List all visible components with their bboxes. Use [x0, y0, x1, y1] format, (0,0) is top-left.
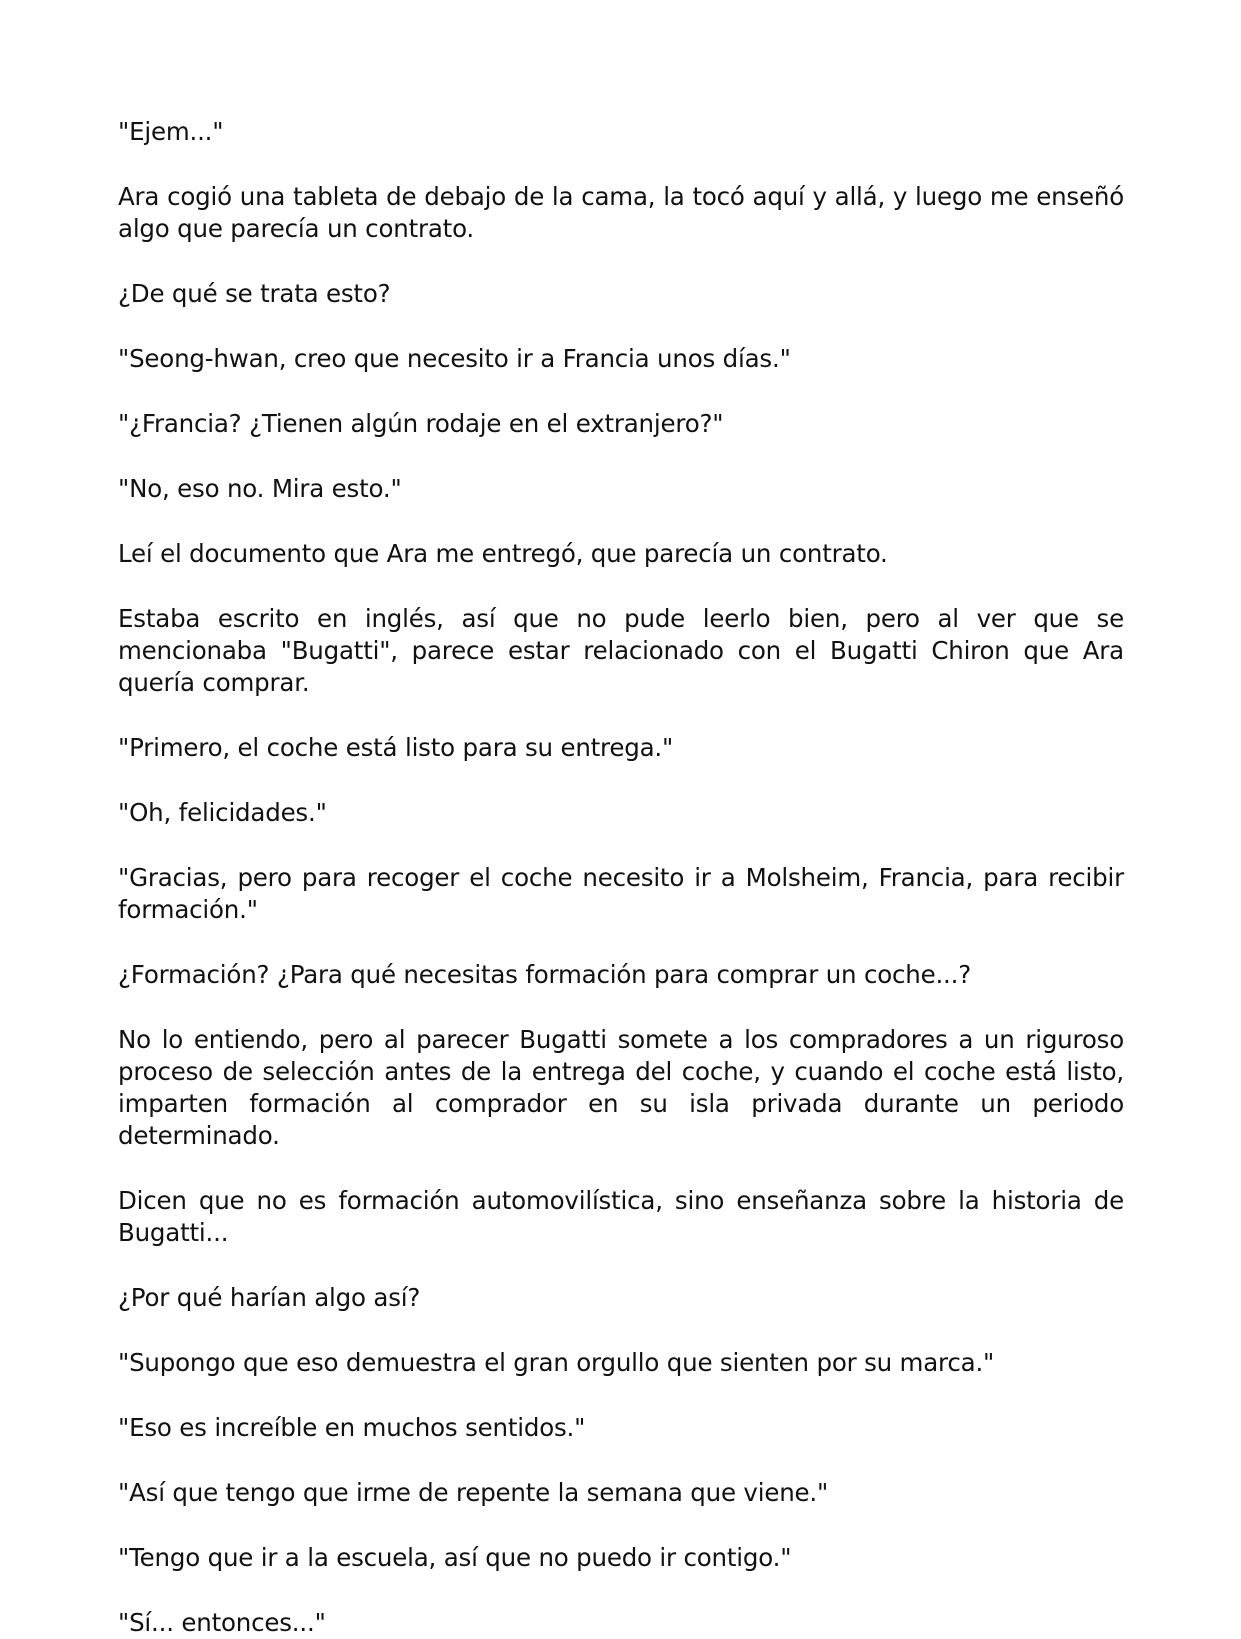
- paragraph: "Primero, el coche está listo para su entrega.": [118, 733, 674, 762]
- paragraph: No lo entiendo, pero al parecer Bugatti somete a los compradores a un riguroso proceso de selección antes de la entrega del coche, y cuando el coche está listo, imparten formación al comprador en su isla privada durante un periodo determinado.: [118, 1025, 1124, 1150]
- paragraph: "No, eso no. Mira esto.": [118, 474, 402, 503]
- document-page: [118, 116, 1124, 1639]
- paragraph: Dicen que no es formación automovilística, sino enseñanza sobre la historia de Bugatti...: [118, 1186, 1124, 1247]
- paragraph: "Sí... entonces...": [118, 1608, 326, 1637]
- paragraph: ¿Por qué harían algo así?: [118, 1283, 421, 1312]
- paragraph: "Supongo que eso demuestra el gran orgullo que sienten por su marca.": [118, 1348, 995, 1377]
- paragraph: ¿De qué se trata esto?: [118, 279, 391, 308]
- paragraph: Leí el documento que Ara me entregó, que parecía un contrato.: [118, 539, 888, 568]
- paragraph: "Ejem...": [118, 117, 224, 146]
- paragraph: "Gracias, pero para recoger el coche necesito ir a Molsheim, Francia, para recibir formación.": [118, 863, 1124, 924]
- paragraph: "¿Francia? ¿Tienen algún rodaje en el extranjero?": [118, 409, 724, 438]
- paragraph: "Tengo que ir a la escuela, así que no puedo ir contigo.": [118, 1543, 792, 1572]
- paragraph: "Eso es increíble en muchos sentidos.": [118, 1413, 586, 1442]
- paragraph: "Así que tengo que irme de repente la semana que viene.": [118, 1478, 829, 1507]
- paragraph: Ara cogió una tableta de debajo de la cama, la tocó aquí y allá, y luego me enseñó algo que parecía un contrato.: [118, 182, 1124, 243]
- paragraph: Estaba escrito en inglés, así que no pude leerlo bien, pero al ver que se mencionaba "Bugatti", parece estar relacionado con el Bugatti Chiron que Ara quería comprar.: [118, 604, 1124, 697]
- paragraph: "Seong-hwan, creo que necesito ir a Francia unos días.": [118, 344, 791, 373]
- paragraph: "Oh, felicidades.": [118, 798, 327, 827]
- paragraph: ¿Formación? ¿Para qué necesitas formación para comprar un coche...?: [118, 960, 972, 989]
